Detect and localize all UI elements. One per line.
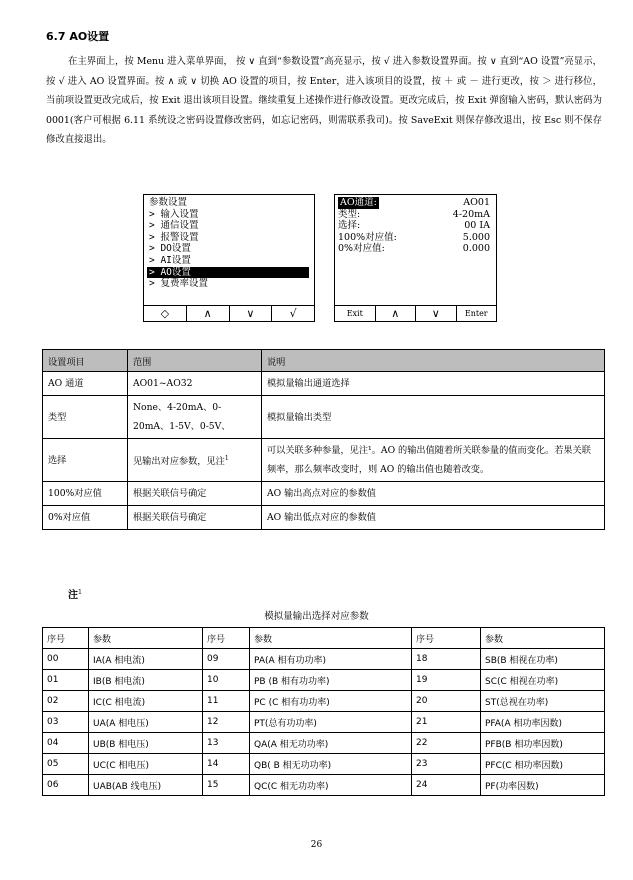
cell-item: 0%对应值	[43, 506, 128, 530]
param-name-cell: ST(总视在功率)	[481, 691, 605, 712]
ao-setting-row[interactable]	[338, 220, 490, 232]
note-label	[68, 586, 82, 601]
param-name-cell: UA(A 相电压)	[89, 712, 203, 733]
param-name-cell: PA(A 相有功功率)	[250, 649, 412, 670]
softkey-button[interactable]: √	[271, 306, 314, 321]
softkey-button[interactable]: Exit	[346, 309, 363, 318]
table-row	[43, 506, 605, 530]
table-row	[43, 482, 605, 506]
cell-item: AO 通道	[43, 372, 128, 396]
instruction-paragraph: 在主界面上，按 Menu 进入菜单界面， 按 ∨ 直到“参数设置”高亮显示，按 √ 进入参数设置界面。按 ∨ 直到“AO 设置”亮显示，按 √ 进入 AO 设置界面。按 ∧ 或 ∨ 切换 AO 设置的项目，按 Enter，进入该项目的设置，按 ＋ 或 － 进行更改，按 ＞ 进行移位，当前项设置更改完成后，按 Exit 退出该项目设置。继续重复上述操作进行修改设置。更改完成后，按 Exit 弹窗输入密码，默认密码为 0001(客户可根据 6.11 系统设之密码设置修改密码，如忘记密码，则需联系我司)。按 SaveExit 则保存修改退出，按 Esc 则不保存修改直接退出。	[46, 56, 602, 145]
param-index-cell: 22	[412, 733, 481, 754]
cell-desc: AO 输出低点对应的参数值	[262, 506, 605, 530]
softkey-button[interactable]: ∨	[415, 306, 456, 321]
ao-setting-value: 00 IA	[464, 220, 490, 232]
param-index-cell: 05	[43, 754, 89, 775]
ao-setting-value: 0.000	[462, 243, 490, 255]
cell-range: 根据关联信号确定	[128, 506, 262, 530]
param-header-cell: 序号	[43, 628, 89, 649]
param-index-cell: 21	[412, 712, 481, 733]
cell-item: 类型	[43, 396, 128, 439]
cell-range: AO01~AO32	[128, 372, 262, 396]
param-table-header	[43, 628, 605, 649]
cell-desc: AO 输出高点对应的参数值	[262, 482, 605, 506]
param-header-cell: 参数	[481, 628, 605, 649]
note-text: 注	[68, 590, 78, 601]
table-row	[43, 754, 605, 775]
ao-setting-value: AO01	[463, 197, 490, 208]
footnote-mark: 1	[224, 454, 229, 462]
param-index-cell: 03	[43, 712, 89, 733]
ao-setting-row[interactable]	[338, 232, 490, 244]
param-index-cell: 00	[43, 649, 89, 670]
table-row	[43, 733, 605, 754]
param-index-cell: 20	[412, 691, 481, 712]
ao-settings-list	[338, 197, 490, 255]
ao-setting-label: 0%对应值:	[338, 243, 385, 255]
param-index-cell: 06	[43, 775, 89, 796]
param-name-cell: IC(C 相电流)	[89, 691, 203, 712]
param-name-cell: QB( B 相无功功率)	[250, 754, 412, 775]
param-name-cell: IB(B 相电流)	[89, 670, 203, 691]
param-name-cell: SB(B 相视在功率)	[481, 649, 605, 670]
header-item: 设置项目	[43, 350, 128, 372]
page-number: 26	[310, 840, 323, 850]
menu-list	[147, 197, 309, 290]
header-desc: 说明	[262, 350, 605, 372]
param-index-cell: 24	[412, 775, 481, 796]
settings-table	[42, 349, 605, 530]
param-name-cell: UC(C 相电压)	[89, 754, 203, 775]
param-name-cell: PC (C 相有功功率)	[250, 691, 412, 712]
table-row	[43, 691, 605, 712]
ao-setting-label: 选择:	[338, 220, 361, 232]
table-row	[43, 396, 605, 439]
param-name-cell: PF(功率因数)	[481, 775, 605, 796]
menu-item[interactable]: > 报警设置	[149, 231, 199, 243]
menu-item[interactable]: > AI设置	[149, 254, 191, 266]
param-name-cell: UB(B 相电压)	[89, 733, 203, 754]
lcd-ao-settings-screen	[334, 194, 497, 322]
param-index-cell: 18	[412, 649, 481, 670]
cell-range-text: 见输出对应参数，见注	[133, 456, 225, 468]
menu-item[interactable]: > AO设置	[147, 267, 309, 279]
param-header-cell: 参数	[89, 628, 203, 649]
softkey-bar	[144, 305, 314, 321]
param-index-cell: 10	[203, 670, 250, 691]
param-index-cell: 13	[203, 733, 250, 754]
softkey-button[interactable]: ∧	[375, 306, 416, 321]
cell-desc: 模拟量输出通道选择	[262, 372, 605, 396]
param-header-cell: 序号	[203, 628, 250, 649]
softkey-button[interactable]: ∨	[229, 306, 272, 321]
param-table	[42, 627, 605, 796]
param-name-cell: PB (B 相有功功率)	[250, 670, 412, 691]
table-row	[43, 439, 605, 482]
param-name-cell: PFC(C 相功率因数)	[481, 754, 605, 775]
note-mark: 1	[78, 588, 82, 596]
ao-setting-value: 5.000	[462, 231, 490, 243]
header-range: 范围	[128, 350, 262, 372]
table-row	[43, 670, 605, 691]
param-name-cell: UAB(AB 线电压)	[89, 775, 203, 796]
param-index-cell: 19	[412, 670, 481, 691]
menu-item[interactable]: > 输入设置	[149, 208, 199, 220]
menu-item[interactable]: > 复费率设置	[149, 278, 208, 290]
softkey-bar	[335, 305, 496, 321]
table-row	[43, 649, 605, 670]
param-name-cell: PFA(A 相功率因数)	[481, 712, 605, 733]
cell-item: 100%对应值	[43, 482, 128, 506]
table-header-row	[43, 350, 605, 372]
ao-setting-label: 100%对应值:	[338, 231, 397, 243]
param-index-cell: 04	[43, 733, 89, 754]
lcd-menu-screen	[143, 194, 315, 322]
param-index-cell: 02	[43, 691, 89, 712]
param-index-cell: 09	[203, 649, 250, 670]
cell-item: 选择	[43, 439, 128, 482]
cell-range: 根据关联信号确定	[128, 482, 262, 506]
param-index-cell: 14	[203, 754, 250, 775]
menu-item[interactable]: > DO设置	[149, 243, 191, 255]
param-index-cell: 11	[203, 691, 250, 712]
param-name-cell: QA(A 相无功功率)	[250, 733, 412, 754]
param-header-cell: 序号	[412, 628, 481, 649]
menu-item[interactable]: > 通信设置	[149, 220, 199, 232]
param-index-cell: 15	[203, 775, 250, 796]
ao-setting-label: 类型:	[338, 208, 361, 220]
param-name-cell: IA(A 相电流)	[89, 649, 203, 670]
cell-desc: 可以关联多种参量，见注¹。AO 的输出值随着所关联参量的值而变化。若果关联频率，那么频率改变时，则 AO 的输出值也随着改变。	[262, 439, 605, 482]
ao-setting-row[interactable]	[338, 243, 490, 255]
softkey-button[interactable]: ◇	[160, 307, 170, 320]
ao-setting-row[interactable]	[338, 209, 490, 221]
param-index-cell: 01	[43, 670, 89, 691]
param-index-cell: 12	[203, 712, 250, 733]
table-row	[43, 372, 605, 396]
param-header-cell: 参数	[250, 628, 412, 649]
cell-range	[128, 439, 262, 482]
softkey-button[interactable]: ∧	[186, 306, 229, 321]
param-name-cell: QC(C 相无功功率)	[250, 775, 412, 796]
ao-setting-label: AO通道:	[340, 197, 377, 208]
menu-title: 参数设置	[149, 197, 188, 208]
ao-setting-row[interactable]	[338, 197, 490, 209]
table-row	[43, 775, 605, 796]
table-row	[43, 712, 605, 733]
param-name-cell: SC(C 相视在功率)	[481, 670, 605, 691]
cell-range: None、4-20mA、0-20mA、1-5V、0-5V、	[128, 396, 262, 439]
ao-setting-value: 4-20mA	[452, 208, 490, 220]
section-heading: 6.7 AO设置	[46, 30, 110, 43]
param-table-caption: 模拟量输出选择对应参数	[264, 611, 369, 622]
param-name-cell: PFB(B 相功率因数)	[481, 733, 605, 754]
softkey-button[interactable]: Enter	[456, 306, 497, 321]
cell-desc: 模拟量输出类型	[262, 396, 605, 439]
param-index-cell: 23	[412, 754, 481, 775]
param-name-cell: PT(总有功功率)	[250, 712, 412, 733]
